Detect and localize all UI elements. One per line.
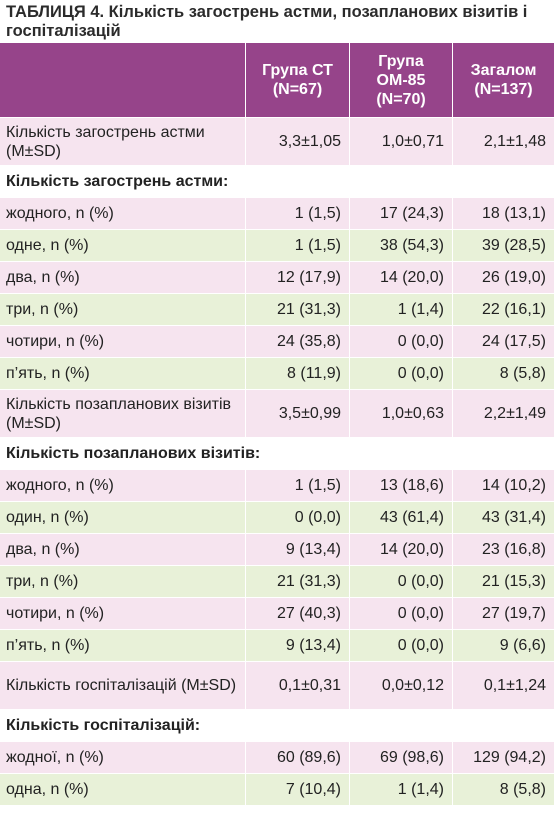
section-header-row bbox=[0, 165, 554, 197]
row-label: Кількість загострень астми (M±SD) bbox=[0, 117, 245, 165]
cell-group-st: 3,3±1,05 bbox=[245, 117, 349, 165]
cell-group-om85: 17 (24,3) bbox=[349, 197, 452, 229]
row-label: жодної, n (%) bbox=[0, 741, 245, 773]
cell-group-om85: 14 (20,0) bbox=[349, 261, 452, 293]
header-group-om85: Група ОМ-85 (N=70) bbox=[349, 43, 452, 117]
cell-group-om85: 1,0±0,71 bbox=[349, 117, 452, 165]
section-header-label: Кількість госпіталізацій: bbox=[0, 709, 554, 741]
data-table bbox=[0, 43, 554, 805]
row-label: три, n (%) bbox=[0, 565, 245, 597]
cell-group-om85: 69 (98,6) bbox=[349, 741, 452, 773]
table-row bbox=[0, 389, 554, 437]
cell-group-om85: 0 (0,0) bbox=[349, 629, 452, 661]
cell-group-st: 9 (13,4) bbox=[245, 629, 349, 661]
cell-total: 26 (19,0) bbox=[452, 261, 554, 293]
cell-total: 27 (19,7) bbox=[452, 597, 554, 629]
header-empty bbox=[0, 43, 245, 117]
cell-group-st: 3,5±0,99 bbox=[245, 389, 349, 437]
cell-group-om85: 1,0±0,63 bbox=[349, 389, 452, 437]
cell-total: 22 (16,1) bbox=[452, 293, 554, 325]
cell-group-st: 27 (40,3) bbox=[245, 597, 349, 629]
cell-group-st: 24 (35,8) bbox=[245, 325, 349, 357]
cell-group-om85: 0 (0,0) bbox=[349, 565, 452, 597]
table-row bbox=[0, 565, 554, 597]
cell-total: 9 (6,6) bbox=[452, 629, 554, 661]
row-label: жодного, n (%) bbox=[0, 469, 245, 501]
table-row bbox=[0, 357, 554, 389]
cell-total: 21 (15,3) bbox=[452, 565, 554, 597]
cell-total: 129 (94,2) bbox=[452, 741, 554, 773]
row-label: Кількість позапланових візитів (M±SD) bbox=[0, 389, 245, 437]
table-row bbox=[0, 197, 554, 229]
header-group-st: Група СТ (N=67) bbox=[245, 43, 349, 117]
cell-group-st: 0 (0,0) bbox=[245, 501, 349, 533]
cell-group-om85: 0 (0,0) bbox=[349, 357, 452, 389]
cell-total: 2,1±1,48 bbox=[452, 117, 554, 165]
table-row bbox=[0, 325, 554, 357]
row-label: Кількість госпіталізацій (M±SD) bbox=[0, 661, 245, 709]
cell-total: 24 (17,5) bbox=[452, 325, 554, 357]
section-header-label: Кількість позапланових візитів: bbox=[0, 437, 554, 469]
cell-group-om85: 0 (0,0) bbox=[349, 597, 452, 629]
cell-total: 14 (10,2) bbox=[452, 469, 554, 501]
header-total: Загалом (N=137) bbox=[452, 43, 554, 117]
cell-group-om85: 1 (1,4) bbox=[349, 293, 452, 325]
row-label: жодного, n (%) bbox=[0, 197, 245, 229]
cell-total: 8 (5,8) bbox=[452, 773, 554, 805]
cell-group-om85: 0,0±0,12 bbox=[349, 661, 452, 709]
cell-total: 23 (16,8) bbox=[452, 533, 554, 565]
row-label: два, n (%) bbox=[0, 261, 245, 293]
cell-group-st: 8 (11,9) bbox=[245, 357, 349, 389]
cell-group-om85: 43 (61,4) bbox=[349, 501, 452, 533]
cell-group-om85: 0 (0,0) bbox=[349, 325, 452, 357]
table-body bbox=[0, 117, 554, 805]
cell-group-om85: 38 (54,3) bbox=[349, 229, 452, 261]
cell-group-st: 1 (1,5) bbox=[245, 197, 349, 229]
row-label: один, n (%) bbox=[0, 501, 245, 533]
table-row bbox=[0, 261, 554, 293]
table-row bbox=[0, 293, 554, 325]
row-label: чотири, n (%) bbox=[0, 325, 245, 357]
row-label: п’ять, n (%) bbox=[0, 629, 245, 661]
row-label: два, n (%) bbox=[0, 533, 245, 565]
table-row bbox=[0, 741, 554, 773]
table-row bbox=[0, 469, 554, 501]
cell-total: 39 (28,5) bbox=[452, 229, 554, 261]
row-label: три, n (%) bbox=[0, 293, 245, 325]
table-row bbox=[0, 501, 554, 533]
cell-total: 18 (13,1) bbox=[452, 197, 554, 229]
table-row bbox=[0, 629, 554, 661]
cell-group-st: 21 (31,3) bbox=[245, 565, 349, 597]
cell-total: 8 (5,8) bbox=[452, 357, 554, 389]
section-header-row bbox=[0, 437, 554, 469]
cell-group-st: 12 (17,9) bbox=[245, 261, 349, 293]
cell-group-st: 7 (10,4) bbox=[245, 773, 349, 805]
cell-total: 2,2±1,49 bbox=[452, 389, 554, 437]
cell-group-om85: 13 (18,6) bbox=[349, 469, 452, 501]
row-label: одна, n (%) bbox=[0, 773, 245, 805]
cell-group-st: 1 (1,5) bbox=[245, 469, 349, 501]
cell-group-st: 1 (1,5) bbox=[245, 229, 349, 261]
row-label: чотири, n (%) bbox=[0, 597, 245, 629]
section-header-label: Кількість загострень астми: bbox=[0, 165, 554, 197]
row-label: п’ять, n (%) bbox=[0, 357, 245, 389]
table-title: ТАБЛИЦЯ 4. Кількість загострень астми, позапланових візитів і госпіталізацій bbox=[6, 3, 528, 40]
cell-total: 43 (31,4) bbox=[452, 501, 554, 533]
cell-group-st: 9 (13,4) bbox=[245, 533, 349, 565]
section-header-row bbox=[0, 709, 554, 741]
table-row bbox=[0, 661, 554, 709]
row-label: одне, n (%) bbox=[0, 229, 245, 261]
cell-total: 0,1±1,24 bbox=[452, 661, 554, 709]
cell-group-om85: 1 (1,4) bbox=[349, 773, 452, 805]
cell-group-om85: 14 (20,0) bbox=[349, 533, 452, 565]
table-row bbox=[0, 533, 554, 565]
table-row bbox=[0, 229, 554, 261]
cell-group-st: 21 (31,3) bbox=[245, 293, 349, 325]
cell-group-st: 60 (89,6) bbox=[245, 741, 349, 773]
table-header-row bbox=[0, 43, 554, 117]
table-row bbox=[0, 597, 554, 629]
table-row bbox=[0, 117, 554, 165]
table-row bbox=[0, 773, 554, 805]
cell-group-st: 0,1±0,31 bbox=[245, 661, 349, 709]
